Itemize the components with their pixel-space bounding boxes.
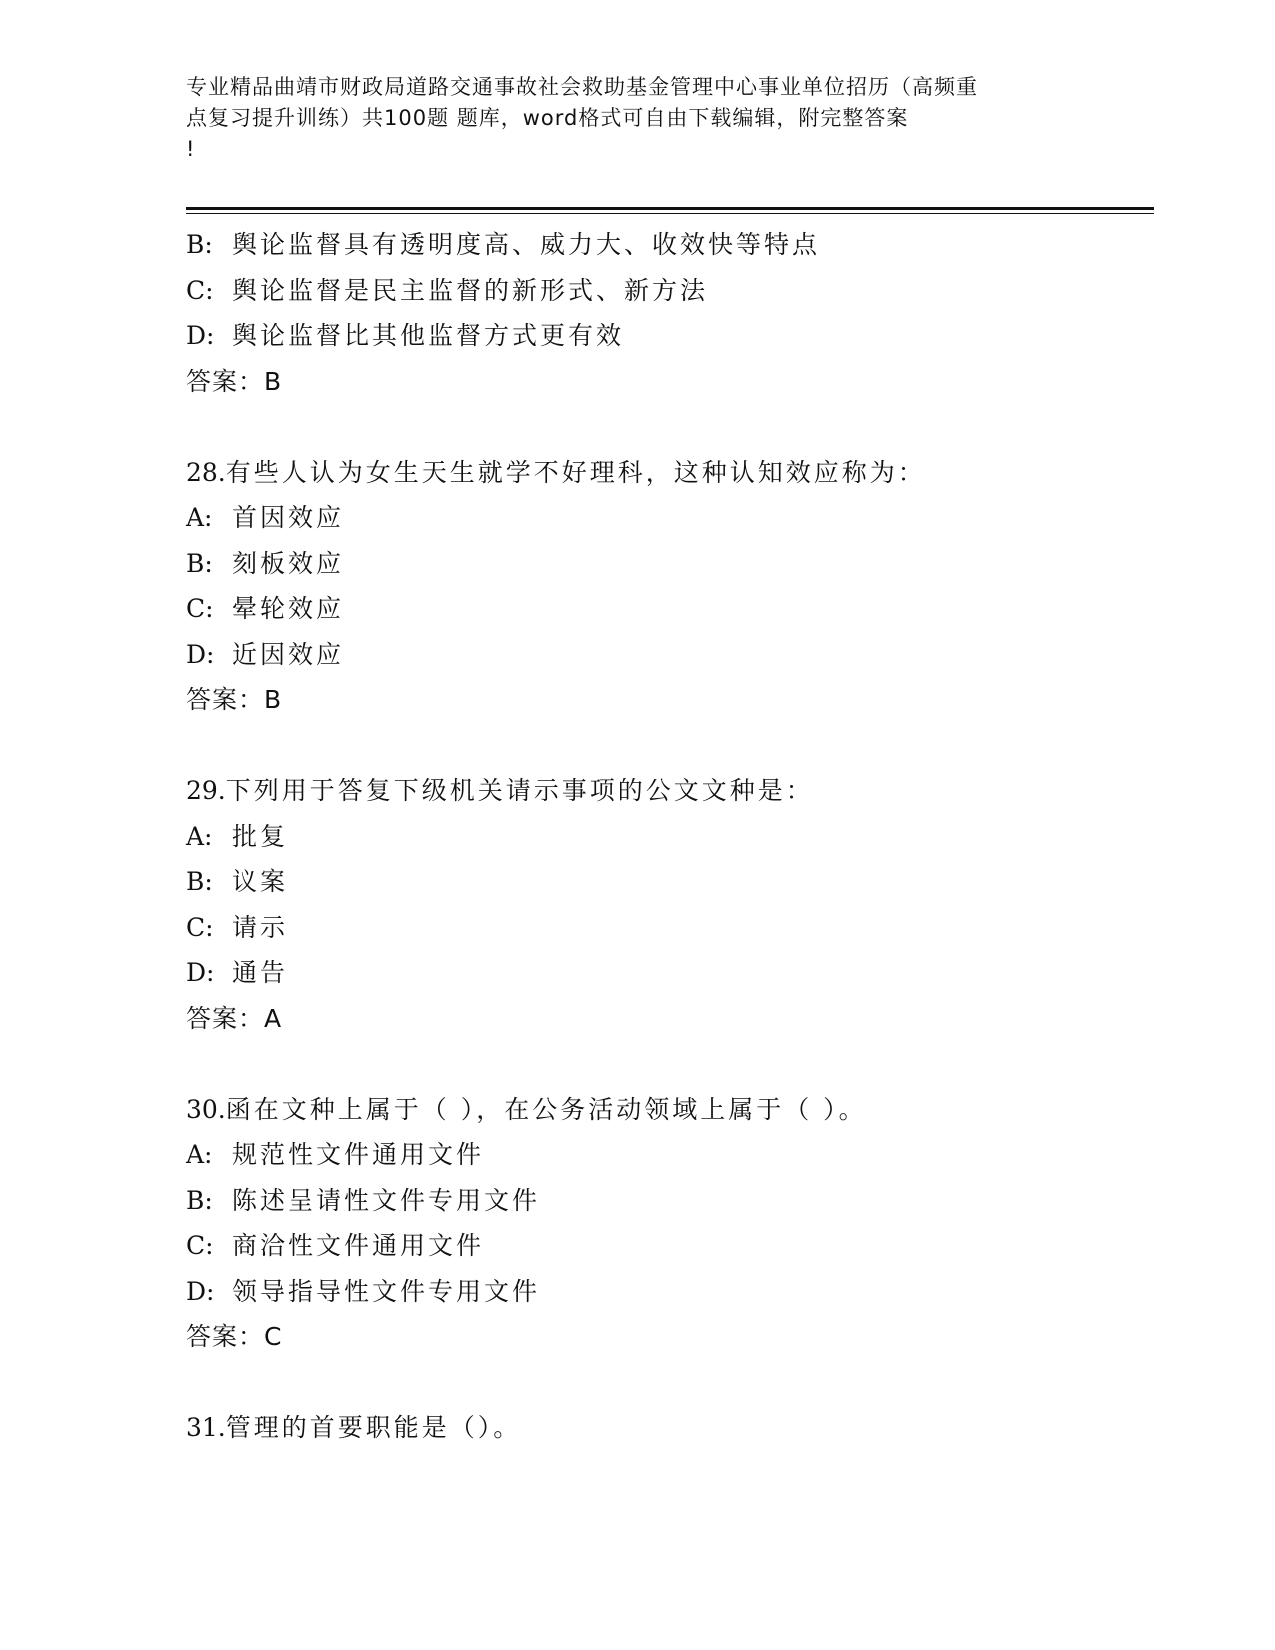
spacer	[186, 404, 1146, 450]
answer: 答案：B	[186, 685, 283, 714]
spacer	[186, 1360, 1146, 1406]
option-a: A: 首因效应	[186, 503, 345, 532]
header-line-2: 点复习提升训练）共100题 题库，word格式可自由下载编辑，附完整答案	[186, 106, 909, 130]
option-b: B: 议案	[186, 867, 289, 896]
answer: 答案：A	[186, 1003, 283, 1033]
option-b: B: 刻板效应	[186, 548, 345, 578]
spacer	[186, 1041, 1146, 1087]
option-d: D: 通告	[186, 958, 289, 987]
question-stem: 31.管理的首要职能是（）。	[186, 1413, 522, 1442]
question-27-tail	[186, 222, 1146, 404]
header-line-1: 专业精品曲靖市财政局道路交通事故社会救助基金管理中心事业单位招历（高频重	[186, 75, 978, 99]
header-line-3: !	[186, 137, 196, 161]
spacer	[186, 723, 1146, 769]
question-31	[186, 1405, 1146, 1451]
question-30	[186, 1087, 1146, 1360]
option-c: C: 晕轮效应	[186, 594, 345, 623]
option-b: B: 舆论监督具有透明度高、威力大、收效快等特点	[186, 230, 821, 259]
option-a: A: 规范性文件通用文件	[186, 1140, 485, 1169]
question-list	[186, 222, 1146, 1451]
question-28	[186, 450, 1146, 723]
option-d: D: 领导指导性文件专用文件	[186, 1276, 541, 1306]
question-stem: 29.下列用于答复下级机关请示事项的公文文种是：	[186, 776, 814, 805]
document-header	[186, 72, 1086, 165]
option-b: B: 陈述呈请性文件专用文件	[186, 1185, 541, 1215]
option-c: C: 舆论监督是民主监督的新形式、新方法	[186, 275, 709, 305]
option-d: D: 舆论监督比其他监督方式更有效	[186, 321, 625, 350]
header-divider-thick	[186, 207, 1154, 210]
option-c: C: 请示	[186, 912, 289, 942]
option-d: D: 近因效应	[186, 639, 345, 669]
question-stem: 28.有些人认为女生天生就学不好理科，这种认知效应称为：	[186, 457, 926, 487]
header-divider-thin	[186, 213, 1154, 214]
answer: 答案：C	[186, 1322, 283, 1351]
option-c: C: 商洽性文件通用文件	[186, 1231, 485, 1260]
option-a: A: 批复	[186, 821, 289, 851]
question-stem: 30.函在文种上属于（ ），在公务活动领域上属于（ ）。	[186, 1094, 867, 1124]
answer: 答案：B	[186, 366, 283, 396]
question-29	[186, 768, 1146, 1041]
